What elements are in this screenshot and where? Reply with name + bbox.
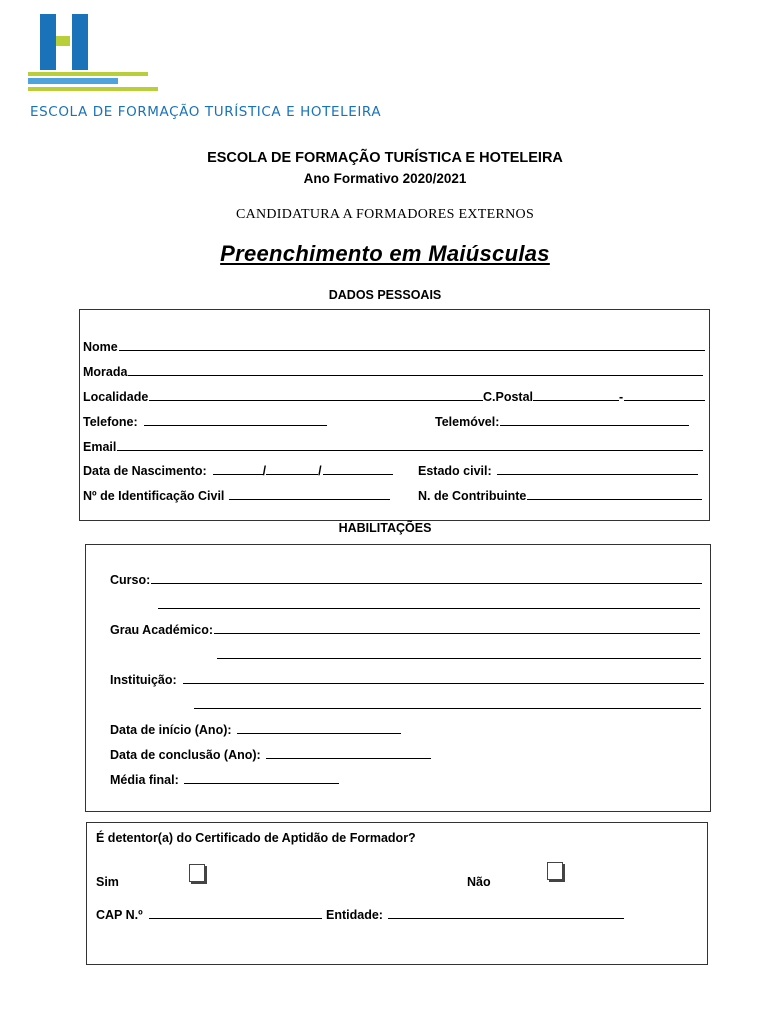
name-label: Nome — [83, 340, 118, 354]
taxpayer-field[interactable] — [418, 487, 702, 503]
postal-dash: - — [619, 390, 624, 404]
start-year-label: Data de início (Ano): — [110, 723, 232, 737]
mobile-label: Telemóvel: — [435, 415, 500, 429]
no-checkbox[interactable] — [547, 862, 563, 880]
fill-instruction: Preenchimento em Maiúsculas — [220, 241, 550, 266]
course-field[interactable] — [110, 571, 702, 587]
entity-label: Entidade: — [326, 908, 383, 922]
school-title: ESCOLA DE FORMAÇÃO TURÍSTICA E HOTELEIRA — [207, 150, 563, 166]
email-label: Email — [83, 440, 117, 454]
logo-mark-icon — [28, 14, 228, 104]
civil-id-label: Nº de Identificação Civil — [83, 489, 225, 503]
cap-number-field[interactable] — [96, 906, 322, 922]
entity-field[interactable] — [326, 906, 624, 922]
marital-status-field[interactable] — [418, 462, 698, 478]
cap-number-label: CAP N.º — [96, 908, 143, 922]
name-field[interactable] — [83, 338, 705, 354]
yes-checkbox[interactable] — [189, 864, 205, 882]
mobile-field[interactable] — [435, 413, 689, 429]
personal-data-heading: DADOS PESSOAIS — [328, 288, 442, 302]
course-field-line-2[interactable] — [157, 596, 700, 612]
institution-field[interactable] — [110, 671, 704, 687]
locality-field[interactable] — [83, 388, 483, 404]
school-logo — [28, 14, 548, 124]
form-title: CANDIDATURA A FORMADORES EXTERNOS — [235, 207, 535, 222]
logo-text: ESCOLA DE FORMAÇÃO TURÍSTICA E HOTELEIRA — [30, 104, 382, 120]
date-separator-2: / — [318, 464, 322, 478]
institution-label: Instituição: — [110, 673, 177, 687]
birth-date-field[interactable] — [83, 462, 393, 478]
qualifications-heading: HABILITAÇÕES — [338, 521, 432, 535]
address-label: Morada — [83, 365, 128, 379]
course-label: Curso: — [110, 573, 151, 587]
civil-id-field[interactable] — [83, 487, 390, 503]
locality-label: Localidade — [83, 390, 149, 404]
address-field[interactable] — [83, 363, 703, 379]
birth-date-label: Data de Nascimento: — [83, 464, 207, 478]
end-year-field[interactable] — [110, 746, 431, 762]
postal-code-label: C.Postal — [483, 390, 534, 404]
final-grade-field[interactable] — [110, 771, 339, 787]
taxpayer-label: N. de Contribuinte — [418, 489, 527, 503]
degree-field[interactable] — [110, 621, 700, 637]
date-separator-1: / — [262, 464, 267, 478]
degree-field-line-2[interactable] — [216, 646, 701, 662]
email-field[interactable] — [83, 438, 703, 454]
marital-status-label: Estado civil: — [418, 464, 492, 478]
academic-year: Ano Formativo 2020/2021 — [303, 171, 467, 186]
no-label: Não — [467, 875, 491, 889]
start-year-field[interactable] — [110, 721, 401, 737]
institution-field-line-2[interactable] — [193, 696, 701, 712]
end-year-label: Data de conclusão (Ano): — [110, 748, 261, 762]
final-grade-label: Média final: — [110, 773, 179, 787]
phone-field[interactable] — [83, 413, 327, 429]
phone-label: Telefone: — [83, 415, 138, 429]
postal-code-field[interactable] — [483, 388, 705, 404]
certificate-question: É detentor(a) do Certificado de Aptidão de Formador? — [96, 831, 416, 845]
yes-label: Sim — [96, 875, 119, 889]
degree-label: Grau Académico: — [110, 623, 214, 637]
